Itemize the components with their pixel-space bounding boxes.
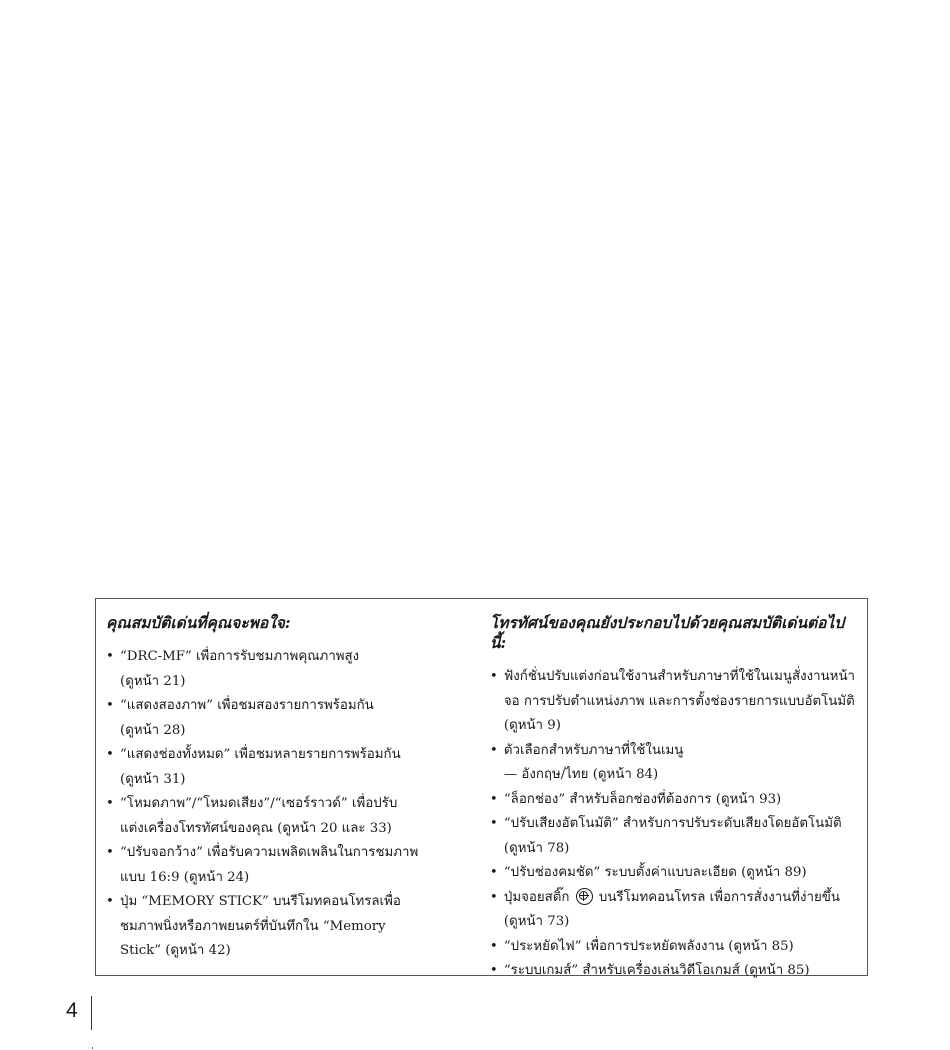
feature-line: (ดูหน้า 78) bbox=[503, 840, 570, 856]
feature-line: • “แสดงสองภาพ” เพื่อชมสองรายการพร้อมกัน bbox=[120, 698, 374, 713]
feature-line: (ดูหน้า 31) bbox=[120, 771, 186, 787]
feature-item bbox=[106, 792, 468, 841]
left-column-title: คุณสมบัติเด่นที่คุณจะพอใจ: bbox=[106, 613, 291, 632]
feature-item bbox=[490, 886, 855, 935]
feature-text: ปุ่มจอยสติ๊ก bbox=[503, 889, 570, 905]
feature-line: • “โหมดภาพ”/“โหมดเสียง”/“เซอร์ราวด์” เพื่อปรับ bbox=[120, 796, 398, 811]
feature-item bbox=[106, 743, 468, 792]
feature-line: จอ การปรับตำแหน่งภาพ และการตั้งช่องรายการแบบอัตโนมัติ bbox=[503, 693, 855, 709]
feature-item bbox=[490, 665, 855, 739]
feature-box bbox=[95, 598, 868, 976]
feature-line: • “ระบบเกมส์” สำหรับเครื่องเล่นวิดีโอเกมส์ (ดูหน้า 85) bbox=[503, 963, 810, 978]
feature-line: • “แสดงช่องทั้งหมด” เพื่อชมหลายรายการพร้อมกัน bbox=[120, 747, 401, 762]
feature-line: (ดูหน้า 21) bbox=[120, 673, 186, 689]
feature-line: (ดูหน้า 9) bbox=[503, 718, 561, 733]
corner-mark bbox=[92, 1047, 93, 1049]
feature-line: • “ปรับจอกว้าง” เพื่อรับความเพลิดเพลินในการชมภาพ bbox=[120, 845, 419, 860]
feature-item bbox=[490, 788, 855, 813]
feature-text: บนรีโมทคอนโทรล เพื่อการสั่งงานที่ง่ายขึ้น bbox=[598, 889, 840, 905]
page-number-divider bbox=[91, 996, 92, 1030]
feature-item bbox=[106, 694, 468, 743]
feature-line: (ดูหน้า 73) bbox=[503, 914, 570, 929]
feature-line: — อังกฤษ/ไทย (ดูหน้า 84) bbox=[503, 767, 659, 782]
feature-line: แต่งเครื่องโทรทัศน์ของคุณ (ดูหน้า 20 และ 33) bbox=[120, 820, 392, 836]
feature-item bbox=[490, 861, 855, 886]
feature-item bbox=[490, 935, 855, 960]
page-number: 4 bbox=[66, 999, 78, 1022]
feature-line: • ปุ่ม “MEMORY STICK” บนรีโมทคอนโทรลเพื่อ bbox=[120, 894, 401, 909]
left-feature-list bbox=[106, 645, 468, 964]
feature-line: • “ประหยัดไฟ” เพื่อการประหยัดพลังงาน (ดูหน้า 85) bbox=[503, 938, 794, 954]
feature-line: Stick” (ดูหน้า 42) bbox=[120, 943, 231, 958]
feature-line: • “ล็อกช่อง” สำหรับล็อกช่องที่ต้องการ (ดูหน้า 93) bbox=[503, 791, 782, 807]
right-feature-list bbox=[490, 665, 855, 984]
feature-item bbox=[106, 645, 468, 694]
feature-item bbox=[106, 890, 468, 964]
feature-item bbox=[106, 841, 468, 890]
feature-line: ชมภาพนิ่งหรือภาพยนตร์ที่บันทึกใน “Memory bbox=[120, 918, 386, 934]
feature-line: • “ปรับเสียงอัตโนมัติ” สำหรับการปรับระดับเสียงโดยอัตโนมัติ bbox=[503, 816, 842, 831]
joystick-icon bbox=[576, 888, 593, 905]
feature-line: (ดูหน้า 28) bbox=[120, 722, 186, 738]
feature-line: • ฟังก์ชั่นปรับแต่งก่อนใช้งานสำหรับภาษาที่ใช้ในเมนูสั่งงานหน้า bbox=[503, 669, 855, 684]
feature-line: • “DRC-MF” เพื่อการรับชมภาพคุณภาพสูง bbox=[120, 649, 360, 664]
feature-item bbox=[490, 739, 855, 788]
feature-line: • ตัวเลือกสำหรับภาษาที่ใช้ในเมนู bbox=[503, 742, 684, 758]
left-feature-column bbox=[106, 613, 484, 975]
feature-item bbox=[490, 959, 855, 984]
right-feature-column bbox=[484, 613, 855, 978]
right-column-title: โทรทัศน์ของคุณยังประกอบไปด้วยคุณสมบัติเด่นต่อไปนี้: bbox=[489, 613, 845, 652]
feature-line: แบบ 16:9 (ดูหน้า 24) bbox=[120, 869, 250, 885]
feature-item bbox=[490, 812, 855, 861]
feature-line bbox=[504, 886, 855, 911]
feature-line: • “ปรับช่องคมชัด” ระบบตั้งค่าแบบละเอียด (ดูหน้า 89) bbox=[503, 865, 807, 880]
